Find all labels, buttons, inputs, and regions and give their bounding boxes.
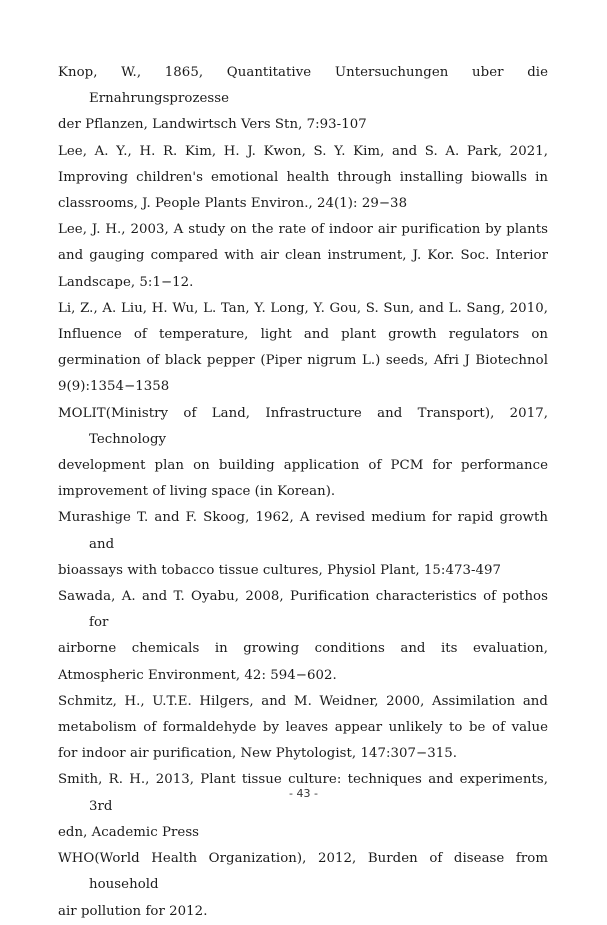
- reference-line: classrooms, J. People Plants Environ., 24(1): 29−38: [58, 196, 408, 212]
- reference-entry: [58, 60, 548, 139]
- reference-entry: [58, 296, 548, 401]
- reference-line: air pollution for 2012.: [58, 903, 208, 919]
- reference-line: Li, Z., A. Liu, H. Wu, L. Tan, Y. Long, Y. Gou, S. Sun, and L. Sang, 2010,: [58, 300, 548, 316]
- reference-entry: [58, 846, 548, 925]
- reference-line: Lee, J. H., 2003, A study on the rate of indoor air purification by plants: [58, 222, 548, 238]
- reference-line: WHO(World Health Organization), 2012, Burden of disease from household: [58, 851, 548, 893]
- reference-line: development plan on building application of PCM for performance: [58, 458, 548, 474]
- reference-line: for indoor air purification, New Phytologist, 147:307−315.: [58, 746, 458, 762]
- reference-line: bioassays with tobacco tissue cultures, Physiol Plant, 15:473-497: [58, 562, 502, 578]
- reference-entry: [58, 767, 548, 846]
- reference-line: Atmospheric Environment, 42: 594−602.: [58, 667, 337, 683]
- reference-entry: [58, 584, 548, 689]
- reference-line: Landscape, 5:1−12.: [58, 274, 194, 290]
- reference-entry: [58, 689, 548, 768]
- reference-line: germination of black pepper (Piper nigrum L.) seeds, Afri J Biotechnol: [58, 353, 548, 369]
- reference-line: MOLIT(Ministry of Land, Infrastructure and Transport), 2017, Technology: [58, 405, 548, 447]
- reference-line: Murashige T. and F. Skoog, 1962, A revised medium for rapid growth and: [58, 510, 548, 552]
- reference-line: edn, Academic Press: [58, 824, 200, 840]
- reference-line: der Pflanzen, Landwirtsch Vers Stn, 7:93-107: [58, 117, 367, 133]
- reference-line: Influence of temperature, light and plant growth regulators on: [58, 327, 548, 343]
- reference-entry: [58, 401, 548, 506]
- reference-line: 9(9):1354−1358: [58, 379, 170, 395]
- reference-entry: [58, 139, 548, 218]
- reference-line: improvement of living space (in Korean).: [58, 484, 336, 500]
- reference-line: Lee, A. Y., H. R. Kim, H. J. Kwon, S. Y. Kim, and S. A. Park, 2021,: [58, 143, 548, 159]
- reference-line: Schmitz, H., U.T.E. Hilgers, and M. Weidner, 2000, Assimilation and: [58, 693, 548, 709]
- reference-line: Smith, R. H., 2013, Plant tissue culture: techniques and experiments, 3rd: [58, 772, 548, 814]
- reference-entry: [58, 505, 548, 584]
- reference-line: metabolism of formaldehyde by leaves appear unlikely to be of value: [58, 720, 548, 736]
- reference-line: Knop, W., 1865, Quantitative Untersuchungen uber die Ernahrungsprozesse: [58, 65, 548, 107]
- reference-entry: [58, 217, 548, 296]
- reference-line: airborne chemicals in growing conditions and its evaluation,: [58, 641, 548, 657]
- reference-line: Improving children's emotional health through installing biowalls in: [58, 169, 548, 185]
- page-number: - 43 -: [289, 787, 318, 800]
- reference-line: and gauging compared with air clean instrument, J. Kor. Soc. Interior: [58, 248, 548, 264]
- reference-line: Sawada, A. and T. Oyabu, 2008, Purification characteristics of pothos for: [58, 589, 548, 631]
